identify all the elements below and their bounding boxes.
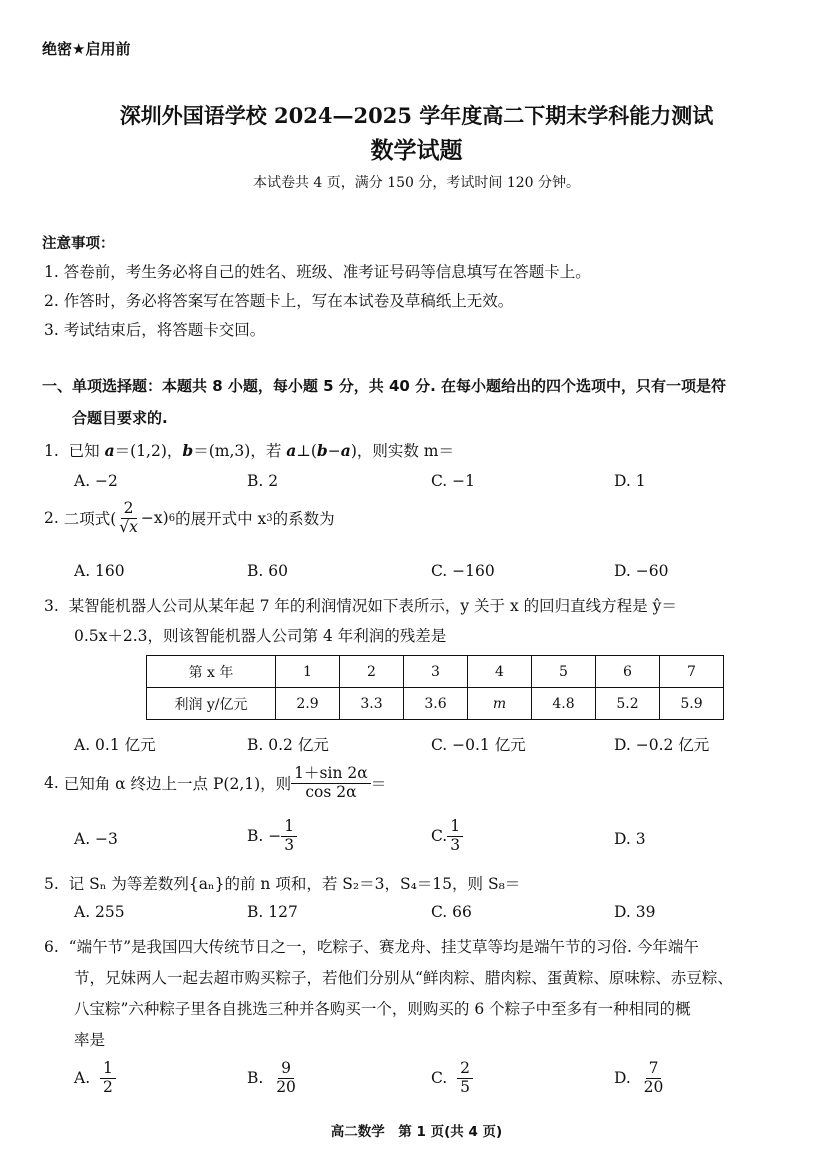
option-b: B. 2 [247,472,279,490]
option-c: C. $\frac{2}{5}$ [431,1060,473,1097]
option-d: D. $\frac{7}{20}$ [614,1060,666,1097]
table-cell: 第 x 年 [147,656,276,688]
table-cell: 利润 y/亿元 [147,688,276,720]
option-c: C. −160 [431,562,495,580]
question-number: 5. [44,875,59,893]
option-b: B. 0.2 亿元 [247,736,329,754]
notice-item: 2. 作答时，务必将答案写在答题卡上，写在本试卷及草稿纸上无效。 [44,292,514,310]
option-b: B. − $\frac{1}{3}$ [247,818,297,855]
fraction: $\frac{1+\sin 2\alpha}{\cos 2\alpha}$ [291,765,371,802]
vector-b: b [182,441,194,460]
notice-item: 3. 考试结束后，将答题卡交回。 [44,321,266,339]
option-a: A. 0.1 亿元 [74,736,156,754]
section-heading-cont: 合题目要求的. [72,409,168,427]
option-a: A. 160 [74,562,125,580]
option-a: A. $\frac{1}{2}$ [74,1060,116,1097]
section-heading: 一、单项选择题：本题共 8 小题，每小题 5 分，共 40 分. 在每小题给出的四个选项中，只有一项是符 [42,377,727,395]
option-c: C. $\frac{1}{3}$ [431,818,463,855]
question-number: 3. [44,597,59,615]
vector-a: a [104,441,115,460]
fraction: $\frac{1}{2}$ [100,1060,116,1097]
fraction: $\frac{2}{√x}$ [119,499,138,536]
profit-table [146,655,724,720]
table-row [147,688,724,720]
table-cell: 7 [660,656,724,688]
option-a: A. 255 [74,903,125,921]
question-3-cont: 0.5x＋2.3，则该智能机器人公司第 4 年利润的残差是 [74,627,447,645]
table-cell: 4.8 [532,688,596,720]
table-cell: 5.9 [660,688,724,720]
option-c: C. −1 [431,472,476,490]
question-2: 2. 二项式( $\frac{2}{√x}$ −x) 6 的展开式中 x 3 的系数为 [44,499,335,536]
question-3: 3. 某智能机器人公司从某年起 7 年的利润情况如下表所示，y 关于 x 的回归直线方程是 ŷ＝ [44,597,677,615]
table-cell: 4 [468,656,532,688]
question-number: 2. [44,509,59,528]
question-number: 6. [44,938,59,956]
question-1: 1. 已知 a＝(1,2)，b＝(m,3)，若 a⊥(b−a)，则实数 m＝ [44,441,454,460]
fraction: $\frac{2}{5}$ [457,1060,473,1097]
option-d: D. 1 [614,472,646,490]
table-cell: 6 [596,656,660,688]
table-cell: 2 [340,656,404,688]
question-number: 1. [44,442,59,460]
question-6-cont: 节，兄妹两人一起去超市购买粽子，若他们分别从“鲜肉粽、腊肉粽、蛋黄粽、原味粽、赤豆粽、 [74,969,733,987]
option-b: B. 60 [247,562,288,580]
option-d: D. 39 [614,903,656,921]
notice-heading: 注意事项： [42,236,115,252]
table-cell: 1 [276,656,340,688]
option-d: D. 3 [614,830,646,848]
fraction: $\frac{7}{20}$ [643,1059,664,1096]
exam-title: 深圳外国语学校 2024—2025 学年度高二下期末学科能力测试 [119,103,714,128]
exam-subtitle: 数学试题 [370,137,463,164]
question-4: 4. 已知角 α 终边上一点 P(2,1)，则 $\frac{1+\sin 2\alpha}{\cos 2\alpha}$ ＝ [44,764,387,801]
table-cell: 3 [404,656,468,688]
question-6-cont: 八宝粽”六种粽子里各自挑选三种并各购买一个，则购买的 6 个粽子中至多有一种相同的概 [74,1000,691,1018]
confidential-label: 绝密★启用前 [42,40,131,58]
option-a: A. −3 [74,830,118,848]
page-footer: 高二数学 第 1 页(共 4 页) [330,1124,503,1140]
option-c: C. 66 [431,903,472,921]
table-cell: 5 [532,656,596,688]
exam-note: 本试卷共 4 页，满分 150 分，考试时间 120 分钟。 [252,175,581,191]
table-row [147,656,724,688]
option-d: D. −0.2 亿元 [614,736,710,754]
fraction: $\frac{1}{3}$ [447,818,463,855]
option-b: B. 127 [247,903,298,921]
option-c: C. −0.1 亿元 [431,736,526,754]
question-number: 4. [44,774,59,793]
fraction: $\frac{1}{3}$ [281,818,297,855]
option-a: A. −2 [74,472,118,490]
notice-item: 1. 答卷前，考生务必将自己的姓名、班级、准考证号码等信息填写在答题卡上。 [44,263,591,281]
table-cell: m [468,688,532,720]
table-cell: 3.3 [340,688,404,720]
question-6: 6. “端午节”是我国四大传统节日之一，吃粽子、赛龙舟、挂艾草等均是端午节的习俗. 今年端午 [44,938,699,956]
table-cell: 3.6 [404,688,468,720]
question-6-cont: 率是 [74,1031,106,1049]
table-cell: 5.2 [596,688,660,720]
fraction: $\frac{9}{20}$ [276,1059,296,1096]
option-d: D. −60 [614,562,669,580]
question-5: 5. 记 Sₙ 为等差数列{aₙ}的前 n 项和，若 S₂＝3，S₄＝15，则 S₈＝ [44,875,521,893]
option-b: B. $\frac{9}{20}$ [247,1060,299,1097]
table-cell: 2.9 [276,688,340,720]
